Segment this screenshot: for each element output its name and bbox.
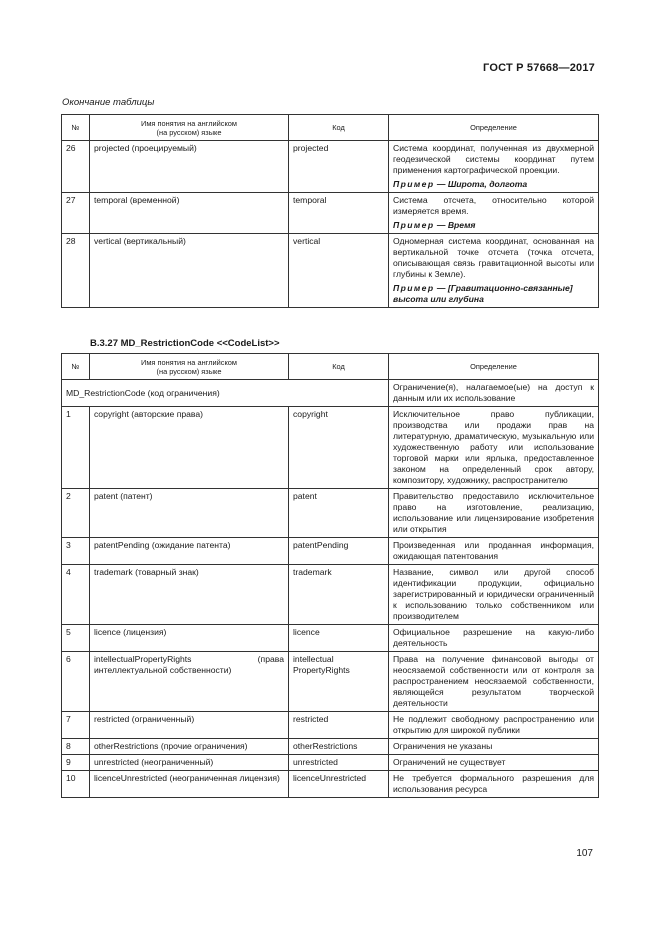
header-num: № — [62, 354, 90, 380]
cell-definition: Не требуется формального разрешения для использования ресурса — [389, 771, 599, 798]
cell-num: 26 — [62, 141, 90, 193]
example-line — [393, 179, 594, 190]
cell-num: 1 — [62, 407, 90, 489]
document-header-standard-number: ГОСТ Р 57668—2017 — [483, 62, 595, 74]
cell-num: 28 — [62, 234, 90, 308]
restriction-code-table — [61, 353, 599, 798]
header-code: Код — [289, 115, 389, 141]
cell-code: licence — [289, 625, 389, 652]
cell-name: intellectualPropertyRights (права интеллектуальной собственности) — [90, 652, 289, 712]
example-line — [393, 283, 594, 305]
cell-name: projected (проецируемый) — [90, 141, 289, 193]
cell-definition — [389, 141, 599, 193]
cell-definition: Название, символ или другой способ идентификации продукции, официально зарегистрированный и юридически ограниченный к использованию только собственником или производителем — [389, 565, 599, 625]
cell-code: copyright — [289, 407, 389, 489]
cell-name: licence (лицензия) — [90, 625, 289, 652]
example-text: — Широта, долгота — [436, 179, 528, 189]
cell-num: 9 — [62, 755, 90, 771]
table-header-row — [62, 354, 599, 380]
definition-text: Система отсчета, относительно которой измеряется время. — [393, 195, 594, 216]
cell-definition: Официальное разрешение на какую-либо деятельность — [389, 625, 599, 652]
cell-code: temporal — [289, 193, 389, 234]
table-row — [62, 565, 599, 625]
header-name — [90, 354, 289, 380]
header-name-line1: Имя понятия на английском — [141, 118, 237, 128]
header-name-line2: (на русском) языке — [156, 366, 222, 376]
cell-num: 8 — [62, 739, 90, 755]
cell-definition: Произведенная или проданная информация, ожидающая патентования — [389, 538, 599, 565]
section-title: B.3.27 MD_RestrictionCode <<CodeList>> — [90, 338, 280, 349]
example-label: Пример — [393, 179, 435, 189]
table-row — [62, 489, 599, 538]
header-name-line2: (на русском) языке — [156, 127, 222, 137]
cell-name: restricted (ограниченный) — [90, 712, 289, 739]
table-row — [62, 755, 599, 771]
header-num: № — [62, 115, 90, 141]
example-label: Пример — [393, 283, 435, 293]
definition-text: Система координат, полученная из двухмерной геодезической системы координат путем применения картографической проекции. — [393, 143, 594, 175]
table-row — [62, 234, 599, 308]
cell-name: otherRestrictions (прочие ограничения) — [90, 739, 289, 755]
definition-text: Одномерная система координат, основанная на вертикальной точке отсчета (точка отсчета, описывающая связь гравитационной высоты или глубины к Земле). — [393, 236, 594, 279]
example-text: — [Гравитационно-связанные] высота или глубина — [393, 283, 573, 304]
cell-code: patentPending — [289, 538, 389, 565]
cell-name: unrestricted (неограниченный) — [90, 755, 289, 771]
table-row — [62, 771, 599, 798]
cell-name: vertical (вертикальный) — [90, 234, 289, 308]
cell-definition — [389, 193, 599, 234]
cell-definition: Ограничение(я), налагаемое(ые) на доступ к данным или их использование — [389, 380, 599, 407]
cell-definition: Ограничений не существует — [389, 755, 599, 771]
table-row — [62, 141, 599, 193]
cell-name: patentPending (ожидание патента) — [90, 538, 289, 565]
cell-name: temporal (временной) — [90, 193, 289, 234]
page-number: 107 — [576, 848, 593, 859]
table-row — [62, 652, 599, 712]
cell-definition: Не подлежит свободному распространению или открытию для широкой публики — [389, 712, 599, 739]
cell-num: 10 — [62, 771, 90, 798]
table-continuation-caption: Окончание таблицы — [62, 97, 155, 108]
cell-code: vertical — [289, 234, 389, 308]
cell-code: intellectual PropertyRights — [289, 652, 389, 712]
cell-definition — [389, 234, 599, 308]
cell-name: licenceUnrestricted (неограниченная лицензия) — [90, 771, 289, 798]
table-span-row — [62, 380, 599, 407]
cell-num: 2 — [62, 489, 90, 538]
cell-num: 5 — [62, 625, 90, 652]
header-code: Код — [289, 354, 389, 380]
table-header-row — [62, 115, 599, 141]
cell-class-name: MD_RestrictionCode (код ограничения) — [62, 380, 389, 407]
cell-num: 7 — [62, 712, 90, 739]
header-definition: Определение — [389, 115, 599, 141]
table-row — [62, 193, 599, 234]
example-line — [393, 220, 594, 231]
cell-definition: Права на получение финансовой выгоды от неосязаемой собственности или от контроля за распространением неосязаемой собственности, являющейся результатом творческой деятельности — [389, 652, 599, 712]
cell-code: projected — [289, 141, 389, 193]
cell-num: 4 — [62, 565, 90, 625]
cell-num: 6 — [62, 652, 90, 712]
cell-name: copyright (авторские права) — [90, 407, 289, 489]
cell-definition: Исключительное право публикации, производства или продажи прав на литературную, драматическую, музыкальную или художественную работу или использование торговой марки или ярлыка, предоставленное законом на определенный срок автору, композитору, художнику, распространителю — [389, 407, 599, 489]
table-row — [62, 625, 599, 652]
cell-code: patent — [289, 489, 389, 538]
cell-code: licenceUnrestricted — [289, 771, 389, 798]
table-row — [62, 538, 599, 565]
cell-num: 3 — [62, 538, 90, 565]
table-row — [62, 739, 599, 755]
cell-definition: Ограничения не указаны — [389, 739, 599, 755]
cell-num: 27 — [62, 193, 90, 234]
cell-name: trademark (товарный знак) — [90, 565, 289, 625]
cell-name: patent (патент) — [90, 489, 289, 538]
header-name-line1: Имя понятия на английском — [141, 357, 237, 367]
cell-code: trademark — [289, 565, 389, 625]
example-label: Пример — [393, 220, 435, 230]
codelist-table-continuation — [61, 114, 599, 308]
example-text: — Время — [436, 220, 476, 230]
cell-code: unrestricted — [289, 755, 389, 771]
cell-code: otherRestrictions — [289, 739, 389, 755]
header-definition: Определение — [389, 354, 599, 380]
cell-definition: Правительство предоставило исключительное право на изготовление, реализацию, использование или лицензирование изобретения или открытия — [389, 489, 599, 538]
cell-code: restricted — [289, 712, 389, 739]
header-name — [90, 115, 289, 141]
table-row — [62, 712, 599, 739]
table-row — [62, 407, 599, 489]
